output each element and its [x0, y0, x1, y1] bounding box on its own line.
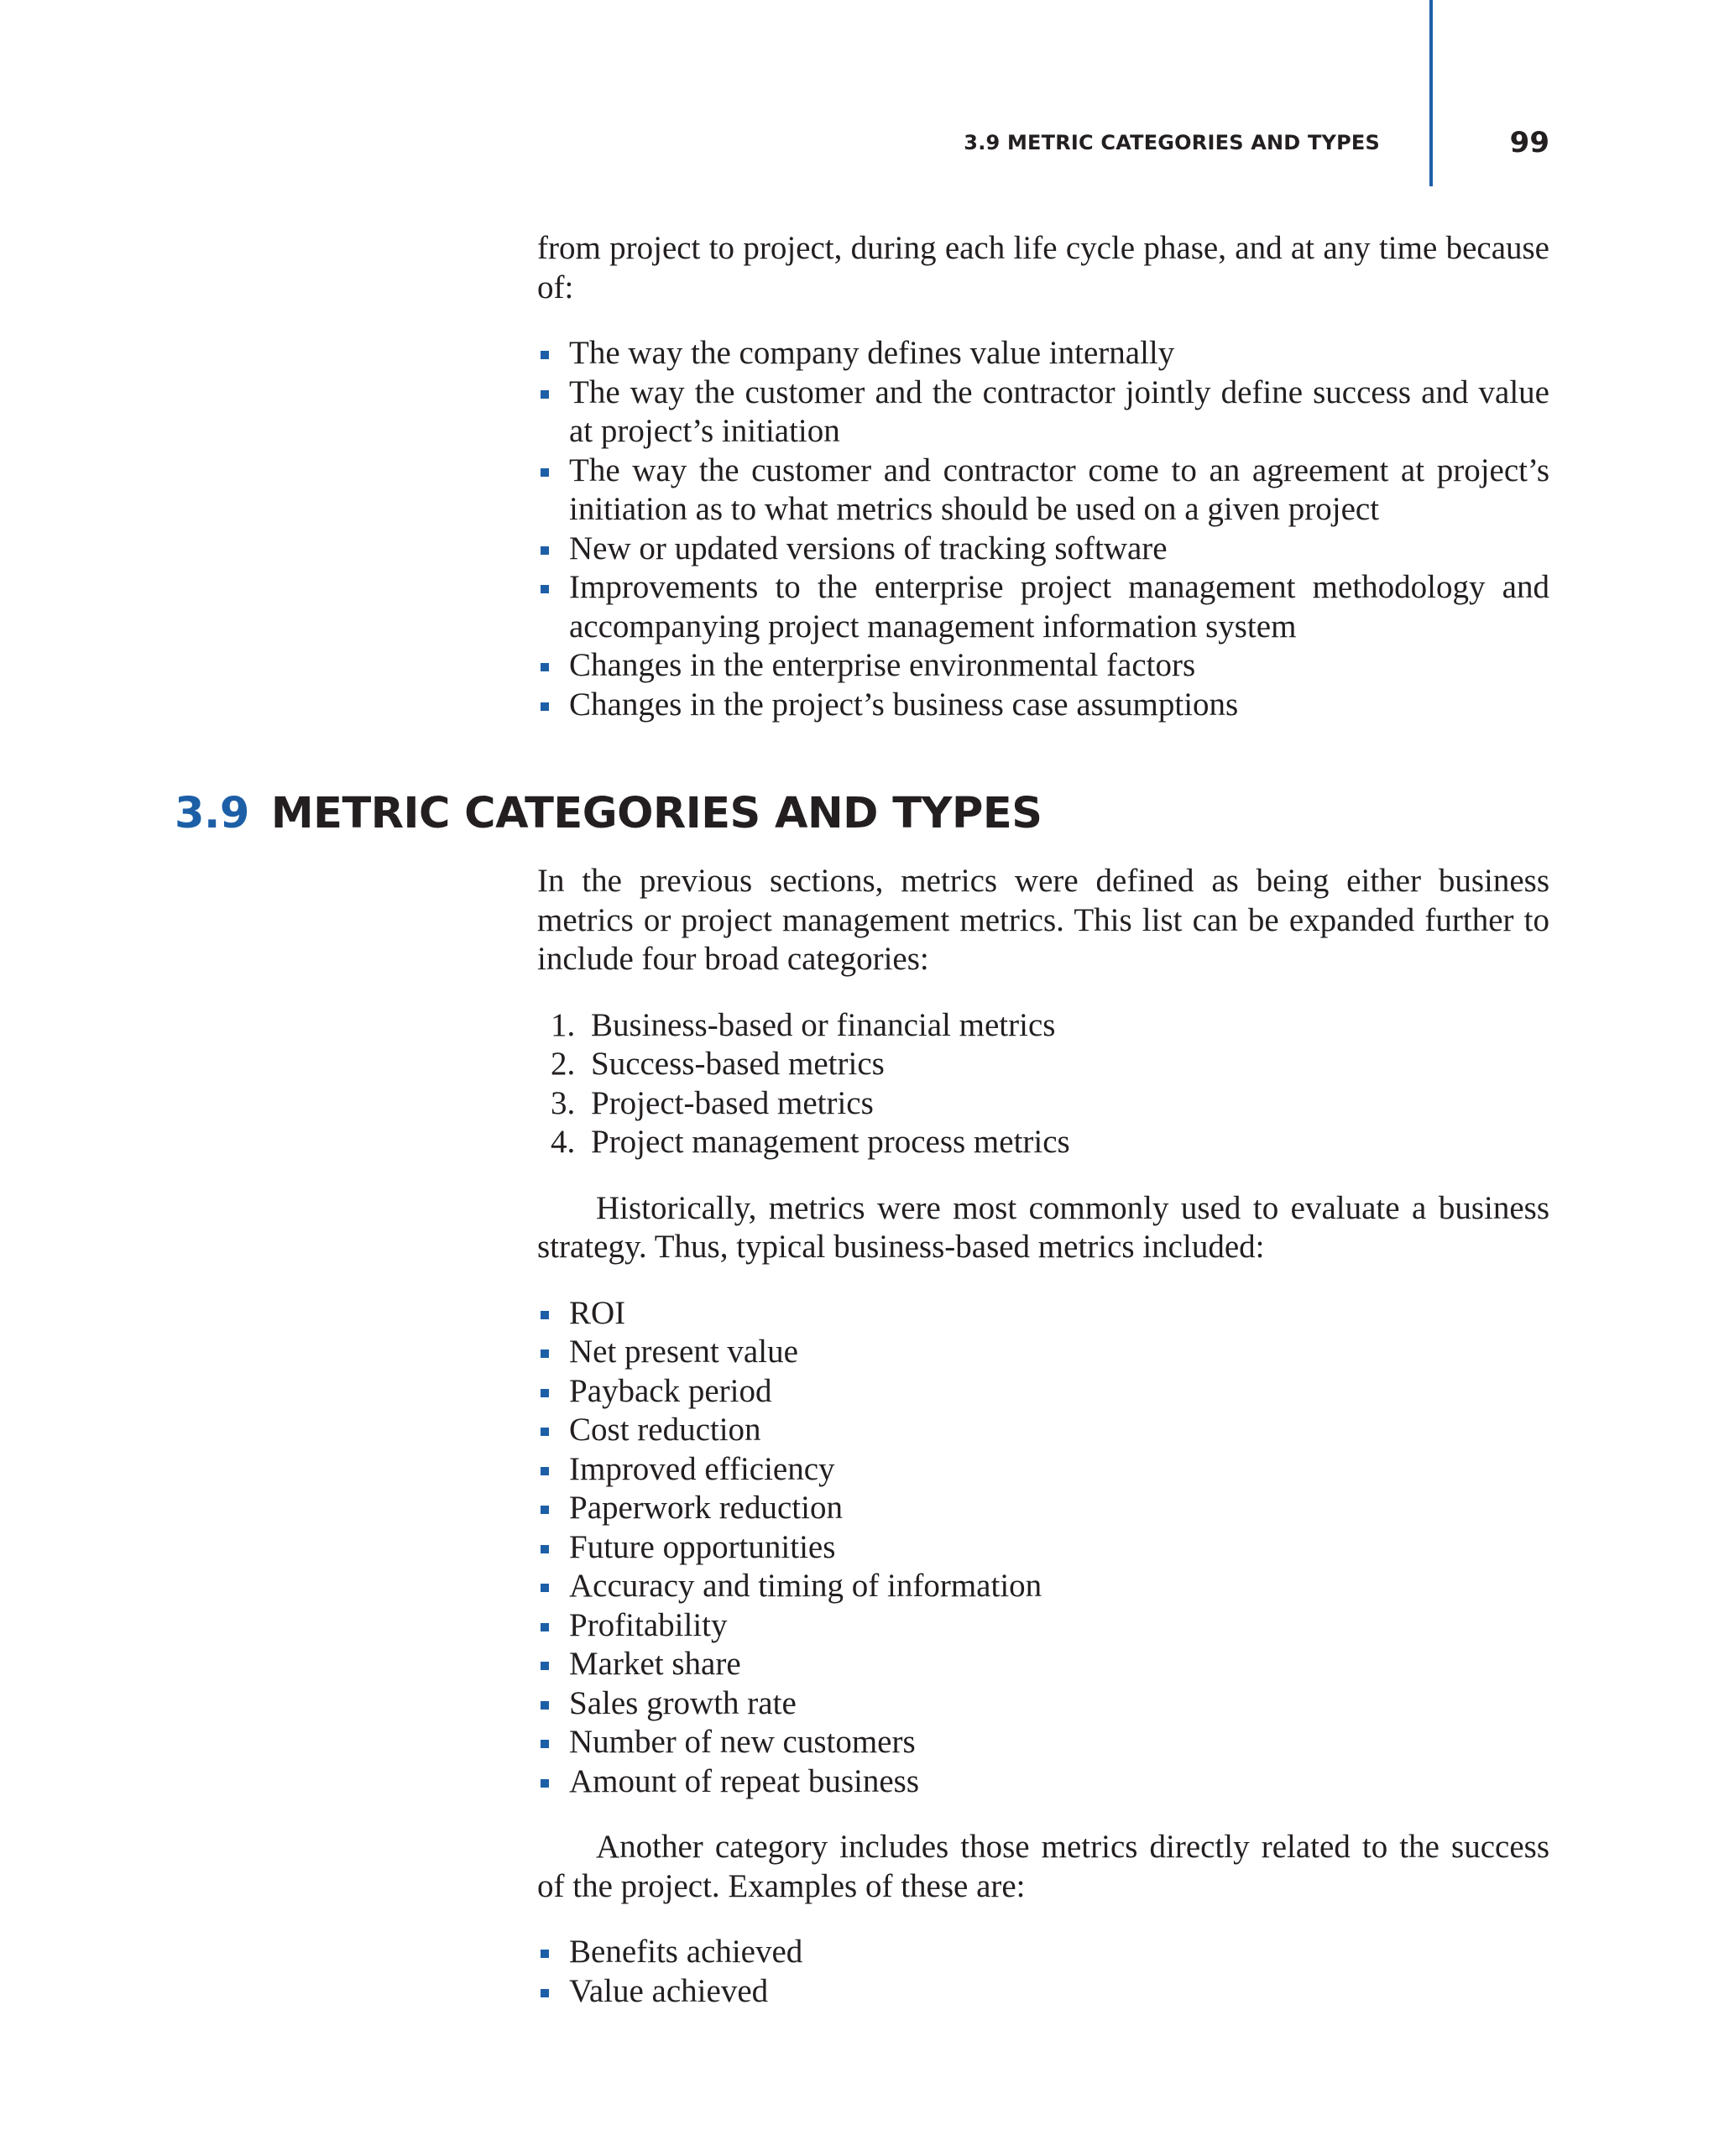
- categories-list: [537, 1006, 1549, 1162]
- list-item: Cost reduction: [537, 1411, 1549, 1450]
- paragraph-success-metrics-intro: Another category includes those metrics directly related to the success of the project. Examples of these are:: [537, 1829, 1549, 1904]
- list-item-text: Project-based metrics: [591, 1084, 874, 1121]
- list-item: Changes in the project’s business case assumptions: [537, 686, 1549, 725]
- list-item: Future opportunities: [537, 1528, 1549, 1568]
- list-item-text: Success-based metrics: [591, 1046, 885, 1082]
- list-number: 3.: [551, 1084, 576, 1121]
- list-item: [537, 1006, 1549, 1046]
- list-number: 2.: [551, 1046, 576, 1082]
- list-item: The way the customer and the contractor jointly define success and value at project’s initiation: [537, 373, 1549, 452]
- list-item-text: Project management process metrics: [591, 1124, 1070, 1160]
- list-item: Improved efficiency: [537, 1450, 1549, 1490]
- intro-bullet-list: [537, 334, 1549, 724]
- list-number: 1.: [551, 1006, 576, 1043]
- section-number: 3.9: [175, 789, 249, 838]
- paragraph-categories-intro: In the previous sections, metrics were defined as being either business metrics or project management metrics. This list can be expanded further to include four broad categories:: [537, 863, 1549, 977]
- section-body: [537, 862, 1549, 2011]
- list-item: ROI: [537, 1294, 1549, 1334]
- list-item: Payback period: [537, 1372, 1549, 1412]
- list-item: Market share: [537, 1645, 1549, 1684]
- list-item: Profitability: [537, 1606, 1549, 1646]
- page-number: 99: [1509, 126, 1549, 159]
- success-metrics-list: [537, 1933, 1549, 2011]
- section-title: METRIC CATEGORIES AND TYPES: [270, 789, 1042, 838]
- list-item: Paperwork reduction: [537, 1489, 1549, 1528]
- list-number: 4.: [551, 1124, 576, 1160]
- running-head: 3.9 METRIC CATEGORIES AND TYPES: [964, 131, 1380, 154]
- section-heading: [175, 789, 1042, 838]
- list-item: Number of new customers: [537, 1723, 1549, 1762]
- list-item: [537, 1084, 1549, 1124]
- list-item: [537, 1045, 1549, 1084]
- paragraph-business-metrics-intro: Historically, metrics were most commonly used to evaluate a business strategy. Thus, typical business-based metrics included:: [537, 1189, 1549, 1265]
- list-item: The way the company defines value internally: [537, 334, 1549, 373]
- list-item: New or updated versions of tracking software: [537, 530, 1549, 569]
- list-item: Sales growth rate: [537, 1684, 1549, 1724]
- list-item: Accuracy and timing of information: [537, 1567, 1549, 1606]
- list-item: Improvements to the enterprise project management methodology and accompanying project management information system: [537, 568, 1549, 646]
- list-item: [537, 1123, 1549, 1162]
- intro-block: [537, 229, 1549, 724]
- list-item: Changes in the enterprise environmental factors: [537, 646, 1549, 686]
- list-item: Benefits achieved: [537, 1933, 1549, 1972]
- list-item: The way the customer and contractor come to an agreement at project’s initiation as to what metrics should be used on a given project: [537, 452, 1549, 530]
- list-item-text: Business-based or financial metrics: [591, 1006, 1056, 1043]
- list-item: Value achieved: [537, 1972, 1549, 2012]
- continuation-paragraph: from project to project, during each life cycle phase, and at any time because of:: [537, 230, 1549, 305]
- business-metrics-list: [537, 1294, 1549, 1802]
- list-item: Amount of repeat business: [537, 1762, 1549, 1802]
- header-rule: [1429, 0, 1433, 186]
- list-item: Net present value: [537, 1333, 1549, 1372]
